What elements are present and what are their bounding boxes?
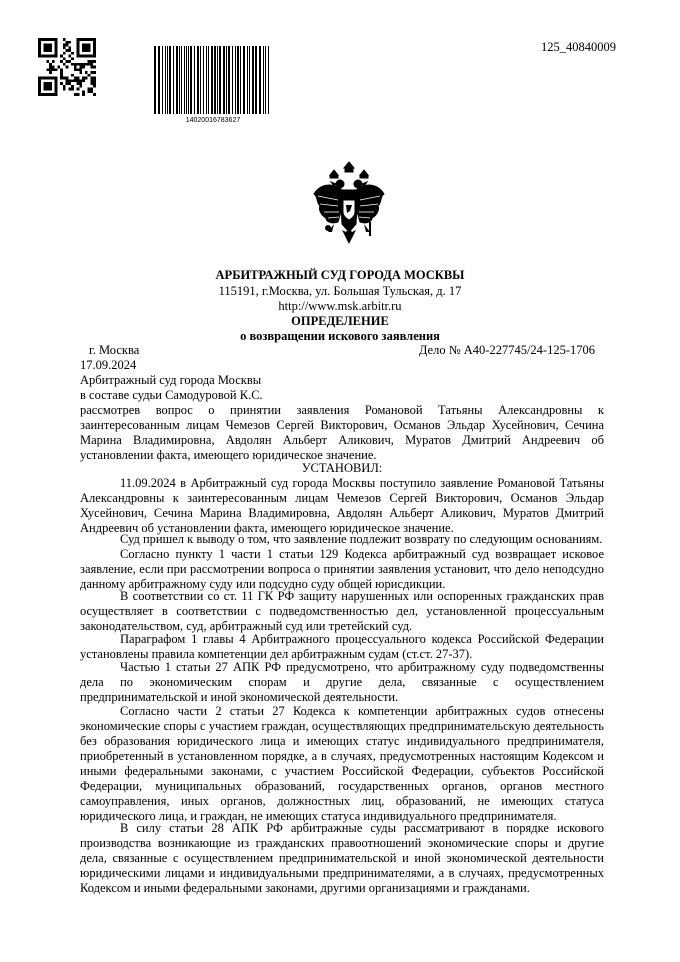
established-heading: УСТАНОВИЛ: [301, 461, 383, 475]
body-paragraph: Согласно пункту 1 части 1 статьи 129 Кодекса арбитражный суд возвращает исковое заявление, если при рассмотрении вопроса о принятии заявления установит, что дело неподсудно данному арбитражному суду или подсудно суду общей юрисдикции. [80, 547, 604, 591]
barcode-number: 14020016783627 [185, 117, 241, 124]
document-type: ОПРЕДЕЛЕНИЕ [291, 314, 389, 328]
city: г. Москва [89, 343, 140, 357]
court-name: АРБИТРАЖНЫЙ СУД ГОРОДА МОСКВЫ [215, 268, 465, 282]
considered-paragraph: рассмотрев вопрос о принятии заявления Романовой Татьяны Александровны к заинтересованным лицам Чемезов Сергей Викторович, Османов Эльдар Хусейнович, Сечина Марина Владимировна, Авдолян Альберт Аликович, Муратов Дмитрий Андреевич об установлении факта, имеющего юридическое значение. [80, 403, 604, 462]
body-paragraph: Параграфом 1 главы 4 Арбитражного процессуального кодекса Российской Федерации установлены правила компетенции дел арбитражным судам (ст.ст. 27-37). [80, 632, 604, 661]
body-paragraph: 11.09.2024 в Арбитражный суд города Москвы поступило заявление Романовой Татьяны Александровны к заинтересованным лицам Чемезов Сергей Викторович, Османов Эльдар Хусейнович, Сечина Марина Владимировна, Авдолян Альберт Аликович, Муратов Дмитрий Андреевич об установлении факта, имеющего юридическое значение. [80, 476, 604, 535]
barcode-block [152, 46, 274, 128]
body-paragraph: Частью 1 статьи 27 АПК РФ предусмотрено, что арбитражному суду подведомственны дела по экономическим спорам и другие дела, связанные с осуществлением предпринимательской и иной экономической деятельности. [80, 660, 604, 704]
body-paragraph: Суд пришел к выводу о том, что заявление подлежит возврату по следующим основаниям. [120, 532, 603, 546]
barcode [152, 46, 274, 114]
qr-code [38, 38, 96, 96]
document-subtitle: о возвращении искового заявления [240, 329, 440, 343]
body-paragraph: В соответствии со ст. 11 ГК РФ защиту нарушенных или оспоренных гражданских прав осуществляет в соответствии с подведомственностью дел, установленной процессуальным законодательством, суд, арбитражный суд или третейский суд. [80, 589, 604, 633]
court-website: http://www.msk.arbitr.ru [278, 299, 402, 313]
coat-of-arms-emblem [312, 160, 386, 250]
case-number: Дело № А40-227745/24-125-1706 [418, 343, 595, 357]
court-address: 115191, г.Москва, ул. Большая Тульская, д. 17 [218, 284, 462, 298]
decision-date: 17.09.2024 [80, 358, 137, 372]
judge-intro: в составе судьи Самодуровой К.С. [80, 388, 263, 402]
document-id: 125_40840009 [541, 40, 616, 54]
court-intro: Арбитражный суд города Москвы [80, 373, 262, 387]
body-paragraph: В силу статьи 28 АПК РФ арбитражные суды рассматривают в порядке искового производства возникающие из гражданских правоотношений экономические споры и другие дела, связанные с осуществлением предпринимательской и иной экономической деятельности юридическими лицами и индивидуальными предпринимателями, а в случаях, предусмотренных Кодексом и иными федеральными законами, другими организациями и гражданами. [80, 821, 604, 895]
body-paragraph: Согласно части 2 статьи 27 Кодекса к компетенции арбитражных судов отнесены экономические споры с участием граждан, осуществляющих предпринимательскую деятельность без образования юридического лица и имеющих статус индивидуального предпринимателя, приобретенный в установленном порядке, а в случаях, предусмотренных настоящим Кодексом и иными федеральными законами, с участием Российской Федерации, субъектов Российской Федерации, муниципальных образований, государственных органов, органов местного самоуправления, иных органов, должностных лиц, образований, не имеющих статуса юридического лица, и граждан, не имеющих статуса индивидуального предпринимателя. [80, 704, 604, 823]
